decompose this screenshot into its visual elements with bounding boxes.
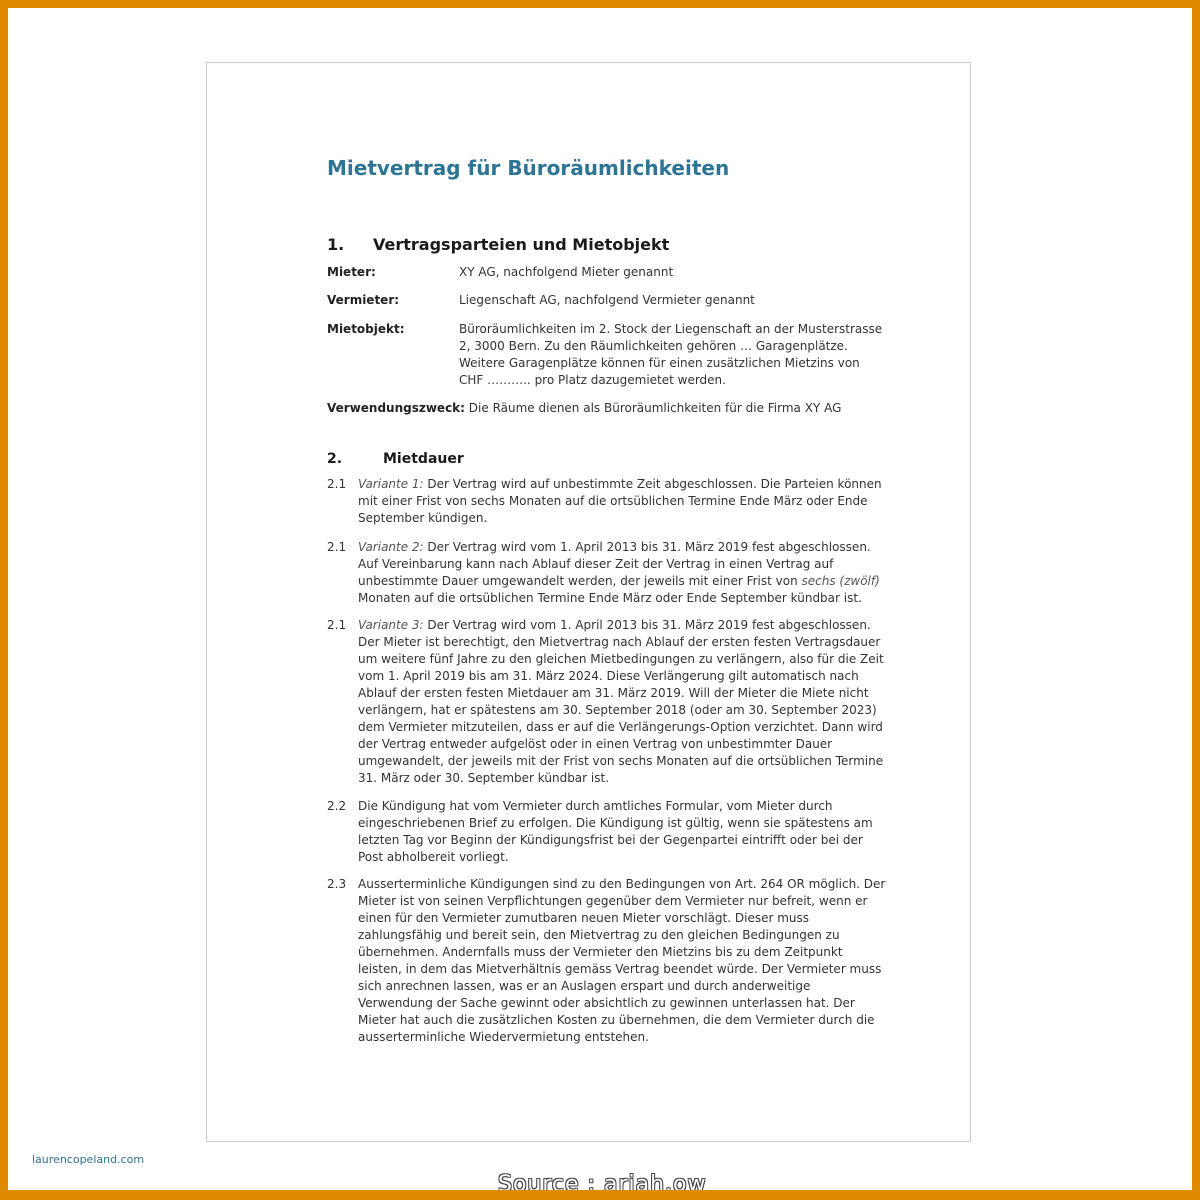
variant-label: Variante 3:	[358, 618, 424, 632]
section-2-number: 2.	[327, 451, 343, 467]
section-1-heading	[327, 235, 669, 254]
clause-body-end: Monaten auf die ortsüblichen Termine Ende März oder Ende September kündbar ist.	[358, 591, 862, 605]
clause-body: Der Vertrag wird auf unbestimmte Zeit abgeschlossen. Die Parteien können mit einer Frist von sechs Monaten auf die ortsüblichen Termine Ende März oder Ende September kündigen.	[358, 477, 882, 525]
clause-text	[358, 476, 887, 527]
field-value: Liegenschaft AG, nachfolgend Vermieter genannt	[459, 293, 755, 307]
variant-label: Variante 1:	[358, 477, 424, 491]
section-1-number: 1.	[327, 235, 345, 254]
clause-number: 2.1	[327, 540, 347, 554]
clause-text	[358, 539, 887, 607]
watermark-text: laurencopeland.com	[32, 1153, 145, 1166]
document-page	[206, 62, 971, 1142]
clause-text: Die Kündigung hat vom Vermieter durch amtliches Formular, vom Mieter durch eingeschriebenen Brief zu erfolgen. Die Kündigung ist gültig, wenn sie spätestens am letzten Tag vor Beginn der Kündigungsfrist bei der Gegenpartei eintrifft oder bei der Post abholbereit vorliegt.	[358, 799, 873, 864]
clause-number: 2.3	[327, 877, 347, 891]
field-value: Die Räume dienen als Büroräumlichkeiten für die Firma XY AG	[468, 401, 842, 415]
clause-text: Ausserterminliche Kündigungen sind zu den Bedingungen von Art. 264 OR möglich. Der Mieter ist von seinen Verpflichtungen gegenüber dem Vermieter nur befreit, wenn er einen für den Vermieter zumutbaren neuen Mieter vorschlägt. Dieser muss zahlungsfähig und bereit sein, den Mietvertrag zu den gleichen Bedingungen zu übernehmen. Andernfalls muss der Vermieter den Mietzins bis zu dem Zeitpunkt leisten, in dem das Mietverhältnis gemäss Vertrag beendet würde. Der Vermieter muss sich anrechnen lassen, was er an Auslagen erspart und durch anderweitige Verwendung der Sache gewinnt oder absichtlich zu gewinnen unterlassen hat. Der Mieter hat auch die zusätzlichen Kosten zu übernehmen, die dem Vermieter durch die ausserterminliche Wiedervermietung entstehen.	[358, 877, 886, 1044]
source-caption: Source : ariah.ow	[498, 1172, 707, 1190]
clause-italic: sechs (zwölf)	[801, 574, 880, 588]
variant-label: Variante 2:	[358, 540, 424, 554]
field-label: Mieter:	[327, 265, 376, 279]
clause-number: 2.1	[327, 477, 347, 491]
document-title: Mietvertrag für Büroräumlichkeiten	[327, 156, 730, 180]
image-background	[8, 8, 1192, 1190]
field-value: XY AG, nachfolgend Mieter genannt	[459, 265, 674, 279]
clause-number: 2.2	[327, 799, 347, 813]
clause-text	[358, 617, 887, 787]
section-1-title: Vertragsparteien und Mietobjekt	[373, 235, 670, 254]
section-2-heading	[327, 451, 464, 467]
section-2-title: Mietdauer	[383, 451, 464, 467]
clause-body: Der Vertrag wird vom 1. April 2013 bis 31. März 2019 fest abgeschlossen. Auf Vereinbarung kann nach Ablauf dieser Zeit der Vertrag in einen Vertrag auf unbestimmte Dauer umgewandelt werden, der jeweils mit einer Frist von	[358, 540, 871, 588]
clause-body: Der Vertrag wird vom 1. April 2013 bis 31. März 2019 fest abgeschlossen. Der Mieter ist berechtigt, den Mietvertrag nach Ablauf der ersten festen Vertragsdauer um weitere fünf Jahre zu den gleichen Mietbedingungen zu verlängern, also für die Zeit vom 1. April 2019 bis am 31. März 2024. Diese Verlängerung gilt automatisch nach Ablauf der ersten festen Mietdauer am 31. März 2019. Will der Mieter die Miete nicht verlängern, hat er spätestens am 30. September 2018 (oder am 30. September 2023) dem Vermieter mitzuteilen, dass er auf die Verlängerungs-Option verzichtet. Dann wird der Vertrag entweder aufgelöst oder in einen Vertrag von unbestimmter Dauer umgewandelt, der jeweils mit der Frist von sechs Monaten auf die ortsüblichen Termine 31. März oder 30. September kündbar ist.	[358, 618, 884, 785]
field-value: Büroräumlichkeiten im 2. Stock der Liegenschaft an der Musterstrasse 2, 3000 Bern. Zu den Räumlichkeiten gehören … Garagenplätze. Weitere Garagenplätze können für einen zusätzlichen Mietzins von CHF ……….. pro Platz dazugemietet werden.	[459, 322, 883, 387]
field-label: Mietobjekt:	[327, 322, 405, 336]
clause-number: 2.1	[327, 618, 347, 632]
field-label: Verwendungszweck:	[327, 401, 465, 415]
field-verwendungszweck	[327, 400, 907, 417]
field-label: Vermieter:	[327, 293, 400, 307]
